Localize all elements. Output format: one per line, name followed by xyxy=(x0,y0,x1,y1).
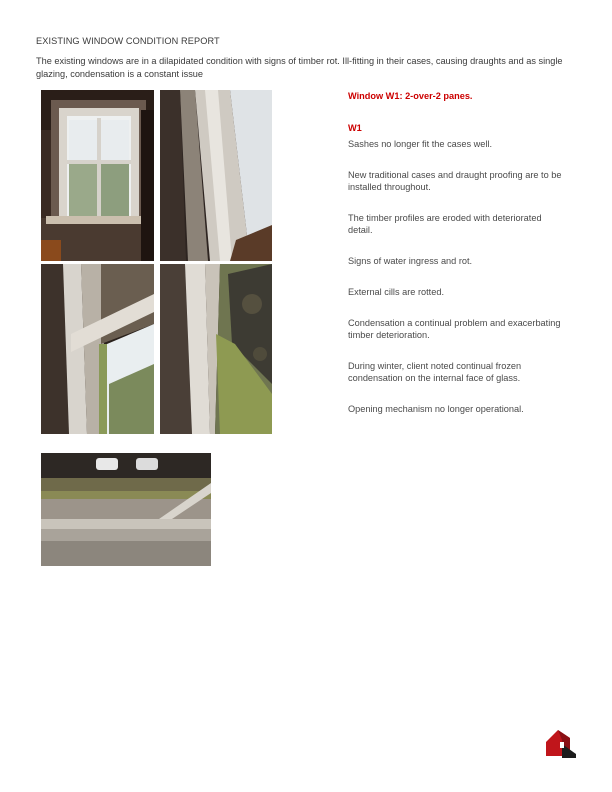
window-ref: W1 xyxy=(348,123,362,133)
cill-rot-photo xyxy=(41,453,211,566)
note-8: Opening mechanism no longer operational. xyxy=(348,404,524,414)
note-3: The timber profiles are eroded with deteriorated detail. xyxy=(348,213,542,235)
note-6: Condensation a continual problem and exacerbating timber deterioration. xyxy=(348,318,561,340)
note-7: During winter, client noted continual frozen condensation on the internal face of glass. xyxy=(348,361,522,383)
window-heading: Window W1: 2-over-2 panes. xyxy=(348,91,473,101)
note-5: External cills are rotted. xyxy=(348,287,444,297)
intro-paragraph: The existing windows are in a dilapidated condition with signs of timber rot. Ill-fitting in their cases, causing draughts and as single glazing, condensation is a constant issue xyxy=(36,56,563,79)
window-interior-photo xyxy=(41,90,154,261)
page-title: EXISTING WINDOW CONDITION REPORT xyxy=(36,36,220,46)
sash-rail-photo xyxy=(41,264,154,434)
note-2: New traditional cases and draught proofing are to be installed throughout. xyxy=(348,170,562,192)
red-house-logo-icon xyxy=(546,728,576,758)
note-4: Signs of water ingress and rot. xyxy=(348,256,473,266)
sash-edge-photo xyxy=(160,90,272,261)
note-1: Sashes no longer fit the cases well. xyxy=(348,139,493,149)
mouldy-frame-photo xyxy=(160,264,272,434)
